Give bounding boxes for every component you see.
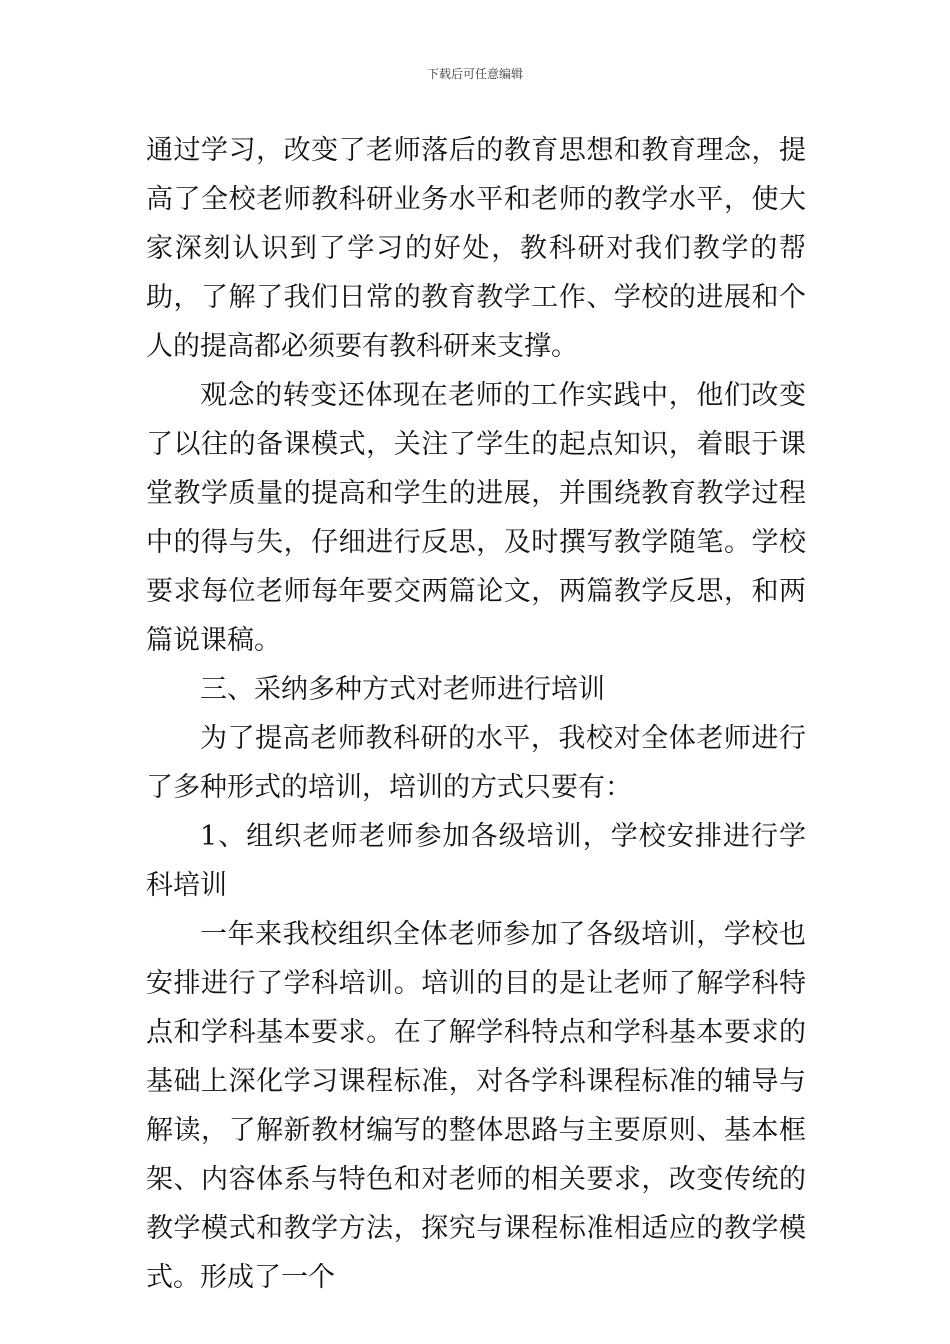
- section-heading: 三、采纳多种方式对老师进行培训: [200, 674, 605, 705]
- page-header-note: 下载后可任意编辑: [426, 67, 523, 81]
- paragraph-1: 通过学习，改变了老师落后的教育思想和教育理念，提高了全校老师教科研业务水平和老师的教学水平，使大家深刻认识到了学习的好处，教科研对我们教学的帮助，了解了我们日常的教育教学工作、学校的进展和个人的提高都必须要有教科研来支撑。: [146, 135, 806, 362]
- document-body: [146, 126, 806, 1302]
- list-item-heading: 1、组织老师老师参加各级培训，学校安排进行学科培训: [146, 821, 806, 901]
- paragraph-4: 一年来我校组织全体老师参加了各级培训，学校也安排进行了学科培训。培训的目的是让老师了解学科特点和学科基本要求。在了解学科特点和学科基本要求的基础上深化学习课程标准，对各学科课程标准的辅导与解读，了解新教材编写的整体思路与主要原则、基本框架、内容体系与特色和对老师的相关要求，改变传统的教学模式和教学方法，探究与课程标准相适应的教学模式。形成了一个: [146, 919, 806, 1293]
- paragraph-3: 为了提高老师教科研的水平，我校对全体老师进行了多种形式的培训，培训的方式只要有：: [146, 723, 806, 803]
- paragraph-2: 观念的转变还体现在老师的工作实践中，他们改变了以往的备课模式，关注了学生的起点知识，着眼于课堂教学质量的提高和学生的进展，并围绕教育教学过程中的得与失，仔细进行反思，及时撰写教学随笔。学校要求每位老师每年要交两篇论文，两篇教学反思，和两篇说课稿。: [146, 380, 806, 656]
